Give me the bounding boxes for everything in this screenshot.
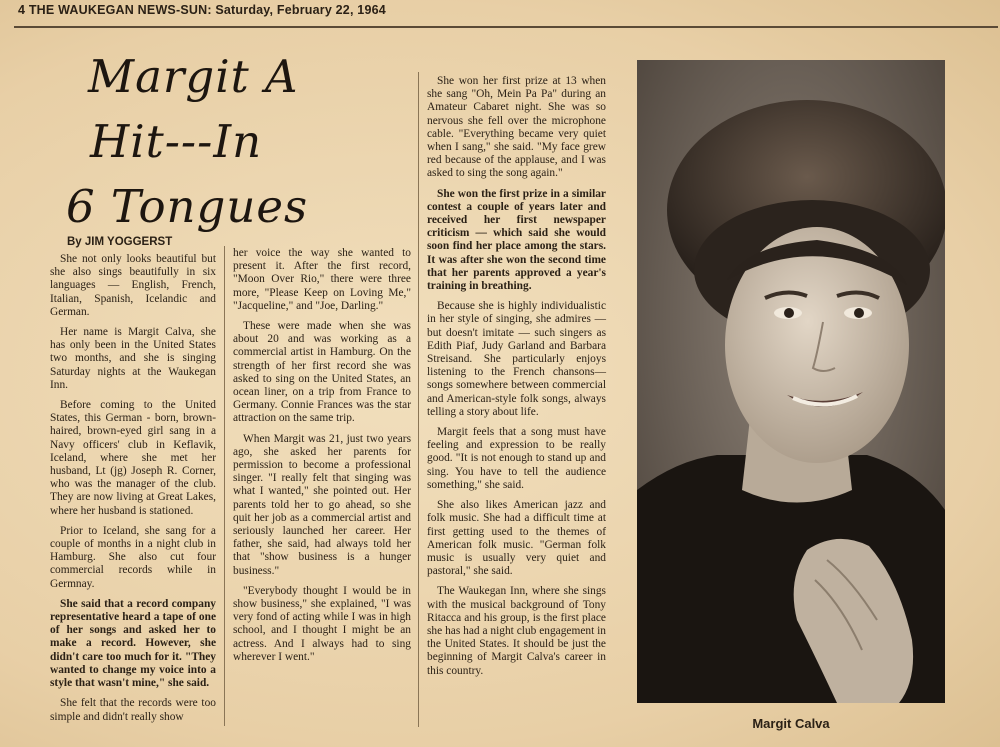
paragraph: These were made when she was about 20 and was working as a commercial artist in Hamburg. On the strength of her first record she was asked to sing on the United States, an ocean liner, on a trip from France to Germany. Connie Frances was the star attraction on the same trip. xyxy=(233,320,411,425)
top-rule xyxy=(14,26,998,28)
column-divider xyxy=(224,246,225,726)
paragraph: Her name is Margit Calva, she has only been in the United States two months, and she is singing Saturday nights at the Waukegan Inn. xyxy=(50,326,216,391)
paragraph: She felt that the records were too simple and didn't really show xyxy=(50,697,216,723)
paragraph: When Margit was 21, just two years ago, she asked her parents for permission to become a professional singer. "I really felt that singing was what I wanted," she pointed out. Her parents told her to go ahead, so she quit her job as a commercial artist and seriously launched her career. Her father, she said, had always told her that "show business is a hunger business." xyxy=(233,432,411,577)
paragraph: Margit feels that a song must have feeling and expression to be really good. "It is not enough to stand up and sing. You have to tell the audience something," she said. xyxy=(427,426,606,491)
article-column-1 xyxy=(50,253,216,731)
paragraph: her voice the way she wanted to present it. After the first record, "Moon Over Rio," there were three more, "Please Keep on Loving Me," "Jacqueline," and "Joe, Darling." xyxy=(233,247,411,312)
paragraph: She said that a record company representative heard a tape of one of her songs and asked her to make a record. However, she didn't care too much for it. "They wanted to change my voice into a style that wasn't mine," she said. xyxy=(50,597,216,690)
headline-line-1: Margit A xyxy=(88,50,299,103)
paragraph: Because she is highly individualistic in her style of singing, she admires — but doesn't imitate — such singers as Edith Piaf, Judy Garland and Barbara Streisand. She particularly enjoys listening to the French chansons—songs somewhere between commercial and American-style folk songs, always telling a story about life. xyxy=(427,300,606,418)
portrait-photo xyxy=(637,60,945,703)
paragraph: Prior to Iceland, she sang for a couple of months in a night club in Hamburg. She also cut four commercial records while in Germnay. xyxy=(50,524,216,590)
paragraph: She also likes American jazz and folk music. She had a difficult time at first getting used to the themes of American folk music. "German folk music is usually very quiet and pastoral," she said. xyxy=(427,499,606,578)
headline-line-2: Hit---In xyxy=(90,115,263,168)
masthead: 4 THE WAUKEGAN NEWS-SUN: Saturday, February 22, 1964 xyxy=(18,3,386,17)
article-column-2 xyxy=(233,247,411,671)
headline xyxy=(58,44,358,239)
headline-line-3: 6 Tongues xyxy=(66,180,309,233)
paragraph: She not only looks beautiful but she also sings beautifully in six languages — English, French, Italian, Spanish, Icelandic and German. xyxy=(50,253,216,318)
paragraph: "Everybody thought I would be in show business," she explained, "I was very fond of acting while I was in high school, and I thought I might be an actress. And I always had to sing wherever I went." xyxy=(233,584,411,663)
article-column-3 xyxy=(427,75,606,685)
column-divider xyxy=(418,72,419,727)
paragraph: She won her first prize at 13 when she sang "Oh, Mein Pa Pa" during an Amateur Cabaret night. She was so nervous she fell over the microphone cable. "Everything became very quiet when I sang," she said. "My face grew red because of the applause, and I was asked to sing the song again." xyxy=(427,75,606,180)
paragraph: Before coming to the United States, this German - born, brown-haired, brown-eyed girl sang in a Navy officers' club in Keflavik, Iceland, where she met her husband, Lt (jg) Joseph R. Corner, who was the manager of the club. They are now living at Great Lakes, where her husband is stationed. xyxy=(50,399,216,517)
portrait-illustration xyxy=(637,60,945,703)
paragraph: The Waukegan Inn, where she sings with the musical background of Tony Ritacca and his group, is the first place she has had a night club engagement in the United States. It should be just the beginning of Margit Calva's career in this country. xyxy=(427,585,606,677)
byline: By JIM YOGGERST xyxy=(67,236,173,248)
paragraph: She won the first prize in a similar contest a couple of years later and received her first newspaper criticism — which said she would soon find her place among the stars. It was after she won the second time that her parents approved a year's training in breathing. xyxy=(427,187,606,293)
photo-caption: Margit Calva xyxy=(752,716,830,731)
